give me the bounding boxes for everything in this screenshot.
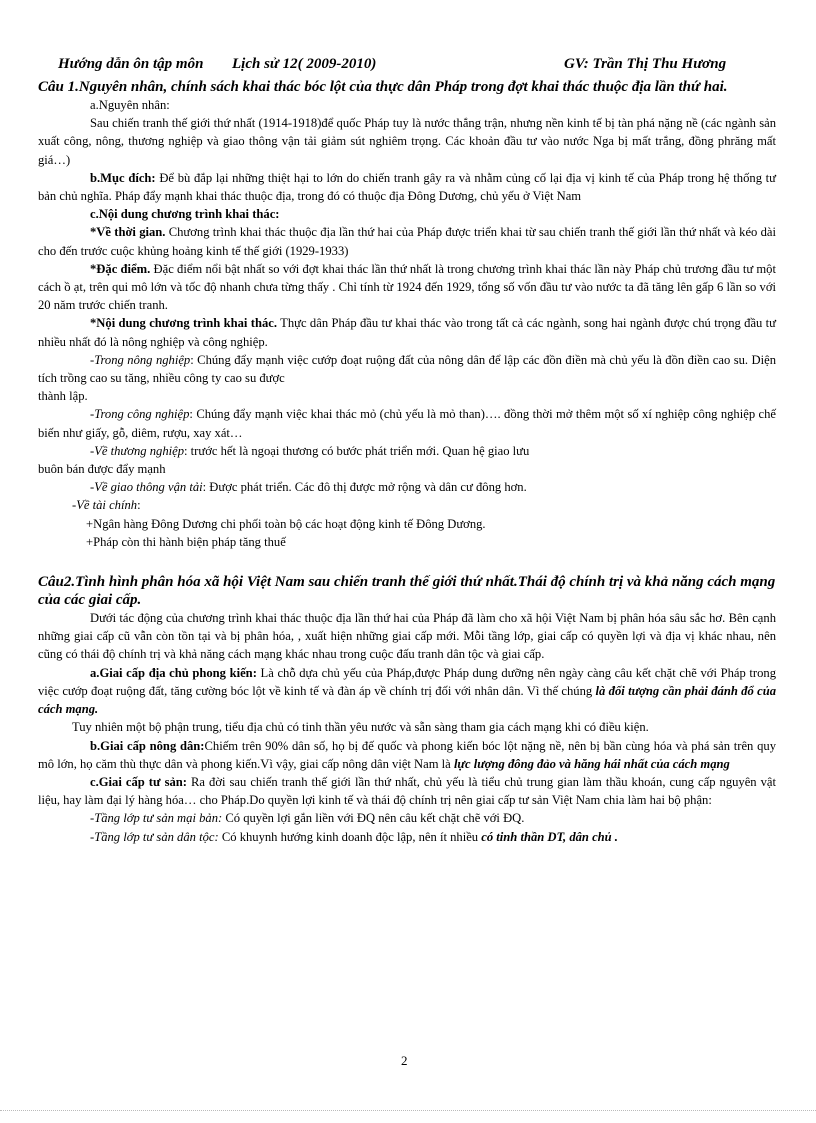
- page-header: [38, 52, 776, 78]
- q1-trade-text: : trước hết là ngoại thương có bước phát triển mới. Quan hệ giao lưu: [184, 443, 530, 458]
- q1-industry-paragraph: [38, 405, 776, 441]
- q2-b-heading: b.Giai cấp nông dân:: [90, 738, 205, 753]
- q2-b-paragraph: [38, 737, 776, 773]
- q2-c2-text: Có khuynh hướng kinh doanh độc lập, nên ít nhiều: [221, 829, 479, 844]
- q1-a-text: Sau chiến tranh thế giới thứ nhất (1914-1918)để quốc Pháp tuy là nước thắng trận, nhưng nền kinh tế bị tàn phá nặng nề (các ngành sản xuất công, nông, thương nghiệp và giao thông vận tải giảm sút nghiêm trọng. Các khoản đầu tư vào nước Nga bị mất trắng, đồng phrăng mất giá…): [38, 116, 776, 167]
- q1-content-heading: *Nội dung chương trình khai thác.: [90, 316, 278, 331]
- q2-b-emphasis: lực lượng đông đảo và hăng hái nhất của cách mạng: [453, 756, 730, 771]
- q2-c-text: Ra đời sau chiến tranh thế giới lần thứ nhất, chủ yếu là tiểu chủ trung gian làm thầu khoán, cung cấp nguyên vật liệu, hay làm đại lý hàng hóa… cho Pháp.Do quyền lợi kinh tế và thái độ chính trị nên giai cấp tư sản Việt Nam chia làm hai bộ phận:: [38, 774, 777, 808]
- q2-a-heading: a.Giai cấp địa chủ phong kiến:: [90, 665, 257, 680]
- header-course: Hướng dẫn ôn tập môn: [58, 56, 204, 72]
- q1-b-text: Để bù đắp lại những thiệt hại to lớn do chiến tranh gây ra và nhằm củng cố lại địa vị kinh tế của Pháp trong hệ thống tư bản chủ nghĩa. Pháp đẩy mạnh khai thác thuộc địa, trong đó có thuộc địa Đông Dương, chủ yếu ở Việt Nam: [38, 170, 777, 204]
- q1-transport-text: : Được phát triển. Các đô thị được mở rộng và dân cư đông hơn.: [202, 480, 527, 495]
- q1-transport-label: -Về giao thông vận tải: [90, 480, 203, 495]
- header-subject: [232, 56, 376, 73]
- header-subject-name: Lịch sử 12: [232, 56, 298, 72]
- q1-feature-paragraph: [38, 260, 776, 315]
- q1-finance-item-2: +Pháp còn thi hành biện pháp tăng thuế: [86, 534, 286, 549]
- q1-time-text: Chương trình khai thác thuộc địa lần thứ hai của Pháp được triển khai từ sau chiến tranh thế giới lần thứ nhất và kéo dài cho đến trước cuộc khủng hoảng kinh tế thế giới (1929-1933): [38, 225, 776, 258]
- q2-b-text: Chiếm trên 90% dân số, họ bị đế quốc và phong kiến bóc lột nặng nề, nên bị bần cùng hóa và phá sản trên quy mô lớn, họ căm thù thực dân và phong kiến.Vì vậy, giai cấp nông dân việt Nam là: [38, 738, 776, 771]
- question-1-title: Câu 1.Nguyên nhân, chính sách khai thác bóc lột của thực dân Pháp trong đợt khai thác thuộc địa lần thứ hai.: [38, 79, 728, 95]
- page-number: 2: [401, 1053, 408, 1068]
- q1-b-paragraph: [38, 169, 776, 205]
- q2-a-extra: Tuy nhiên một bộ phận trung, tiểu địa chủ có tinh thần yêu nước và sẵn sàng tham gia cách mạng khi có điều kiện.: [72, 720, 649, 735]
- q1-agri-tail: thành lập.: [38, 389, 88, 404]
- section-gap: [38, 551, 776, 573]
- q1-b-heading: b.Mục đích:: [90, 170, 156, 185]
- q2-c1-text: Có quyền lợi gắn liền với ĐQ nên câu kết chặt chẽ với ĐQ.: [225, 811, 525, 826]
- q1-content-paragraph: [38, 314, 776, 350]
- q1-agri-paragraph: [38, 351, 776, 387]
- q2-c2-label: -Tầng lớp tư sản dân tộc:: [90, 829, 219, 844]
- q1-time-paragraph: [38, 223, 776, 259]
- q1-agri-label: -Trong nông nghiệp: [90, 352, 191, 367]
- q1-trade-label: -Về thương nghiệp: [90, 443, 185, 458]
- page-bottom-border: [0, 1110, 816, 1111]
- q2-a-emphasis: là đối tượng cần phải đánh đổ của cách mạng.: [38, 683, 776, 717]
- q1-finance-colon: :: [137, 498, 141, 513]
- header-teacher: GV: Trần Thị Thu Hương: [564, 56, 727, 72]
- q1-finance-paragraph: [38, 496, 776, 514]
- q1-c-heading: c.Nội dung chương trình khai thác:: [90, 207, 280, 222]
- q1-agri-text: : Chúng đẩy mạnh việc cướp đoạt ruộng đất của nông dân để lập các đồn điền mà chủ yếu là đồn điền cao su. Diện tích trồng cao su tăng, nhiều công ty cao su được: [38, 352, 776, 386]
- q1-industry-label: -Trong công nghiệp: [90, 407, 190, 422]
- q1-industry-text: : Chúng đẩy mạnh việc khai thác mỏ (chủ yếu là mỏ than)…. đồng thời mở thêm một số xí nghiệp công nghiệp chế biến như giấy, gỗ, diêm, rượu, xay xát…: [38, 407, 776, 440]
- q2-c1-paragraph: [38, 809, 776, 827]
- q2-c-heading: c.Giai cấp tư sản:: [90, 774, 187, 789]
- q1-trade-tail: buôn bán được đẩy mạnh: [38, 462, 166, 477]
- q1-finance-item-1: +Ngân hàng Đông Dương chi phối toàn bộ các hoạt động kinh tế Đông Dương.: [86, 516, 486, 531]
- question-2-title: Câu2.Tình hình phân hóa xã hội Việt Nam sau chiến tranh thế giới thứ nhất.Thái độ chính trị và khả năng cách mạng của các giai cấp.: [38, 574, 776, 609]
- q2-c2-paragraph: [38, 828, 776, 846]
- document-page: [38, 52, 776, 846]
- q1-transport-paragraph: [38, 478, 776, 496]
- q2-c-paragraph: [38, 773, 776, 809]
- q2-c1-label: -Tầng lớp tư sản mại bản:: [90, 811, 223, 826]
- q2-a-paragraph: [38, 664, 776, 719]
- q1-finance-label: -Về tài chính: [72, 498, 138, 513]
- q1-feature-text: Đặc điểm nổi bật nhất so với đợt khai thác lần thứ nhất là trong chương trình khai thác lần này Pháp chủ trương đầu tư một cách ồ ạt, trên qui mô lớn và tốc độ nhanh chưa từng thấy . Chỉ tính từ 1924 đến 1929, tổng số vốn đầu tư vào nước ta đã tăng lên gấp 6 lần so với 20 năm trước chiến tranh.: [38, 261, 776, 313]
- header-year: ( 2009-2010): [297, 56, 377, 72]
- q2-intro: Dưới tác động của chương trình khai thác thuộc địa lần thứ hai của Pháp đã làm cho xã hội Việt Nam bị phân hóa sâu sắc hơ. Bên cạnh những giai cấp cũ vẫn còn tồn tại và bị phân hóa, , xuất hiện những giai cấp mới. Mỗi tầng lớp, giai cấp có quyền lợi và địa vị khác nhau, nên cũng có thái độ chính trị và khả năng cách mạng khác nhau trong cuộc đấu tranh dân tộc và giai cấp.: [38, 611, 776, 662]
- q1-time-heading: *Về thời gian.: [90, 225, 166, 240]
- q1-trade-paragraph: [38, 442, 776, 460]
- q1-content-text: Thực dân Pháp đầu tư khai thác vào trong tất cả các ngành, song hai ngành được chú trọng đầu tư nhiều nhất đó là nông nghiệp và công nghiệp.: [38, 316, 777, 349]
- q2-a-text: Là chỗ dựa chủ yếu của Pháp,được Pháp dung dưỡng nên ngày càng câu kết chặt chẽ với Pháp trong việc cướp đoạt ruộng đất, tăng cường bóc lột về kinh tế và đàn áp về chính trị đối với nhân dân. Vì thế chúng: [38, 665, 776, 698]
- q1-feature-heading: *Đặc điểm.: [90, 261, 151, 276]
- q1-a-heading: a.Nguyên nhân:: [90, 98, 170, 112]
- q2-c2-emphasis: có tinh thần DT, dân chủ .: [481, 829, 618, 844]
